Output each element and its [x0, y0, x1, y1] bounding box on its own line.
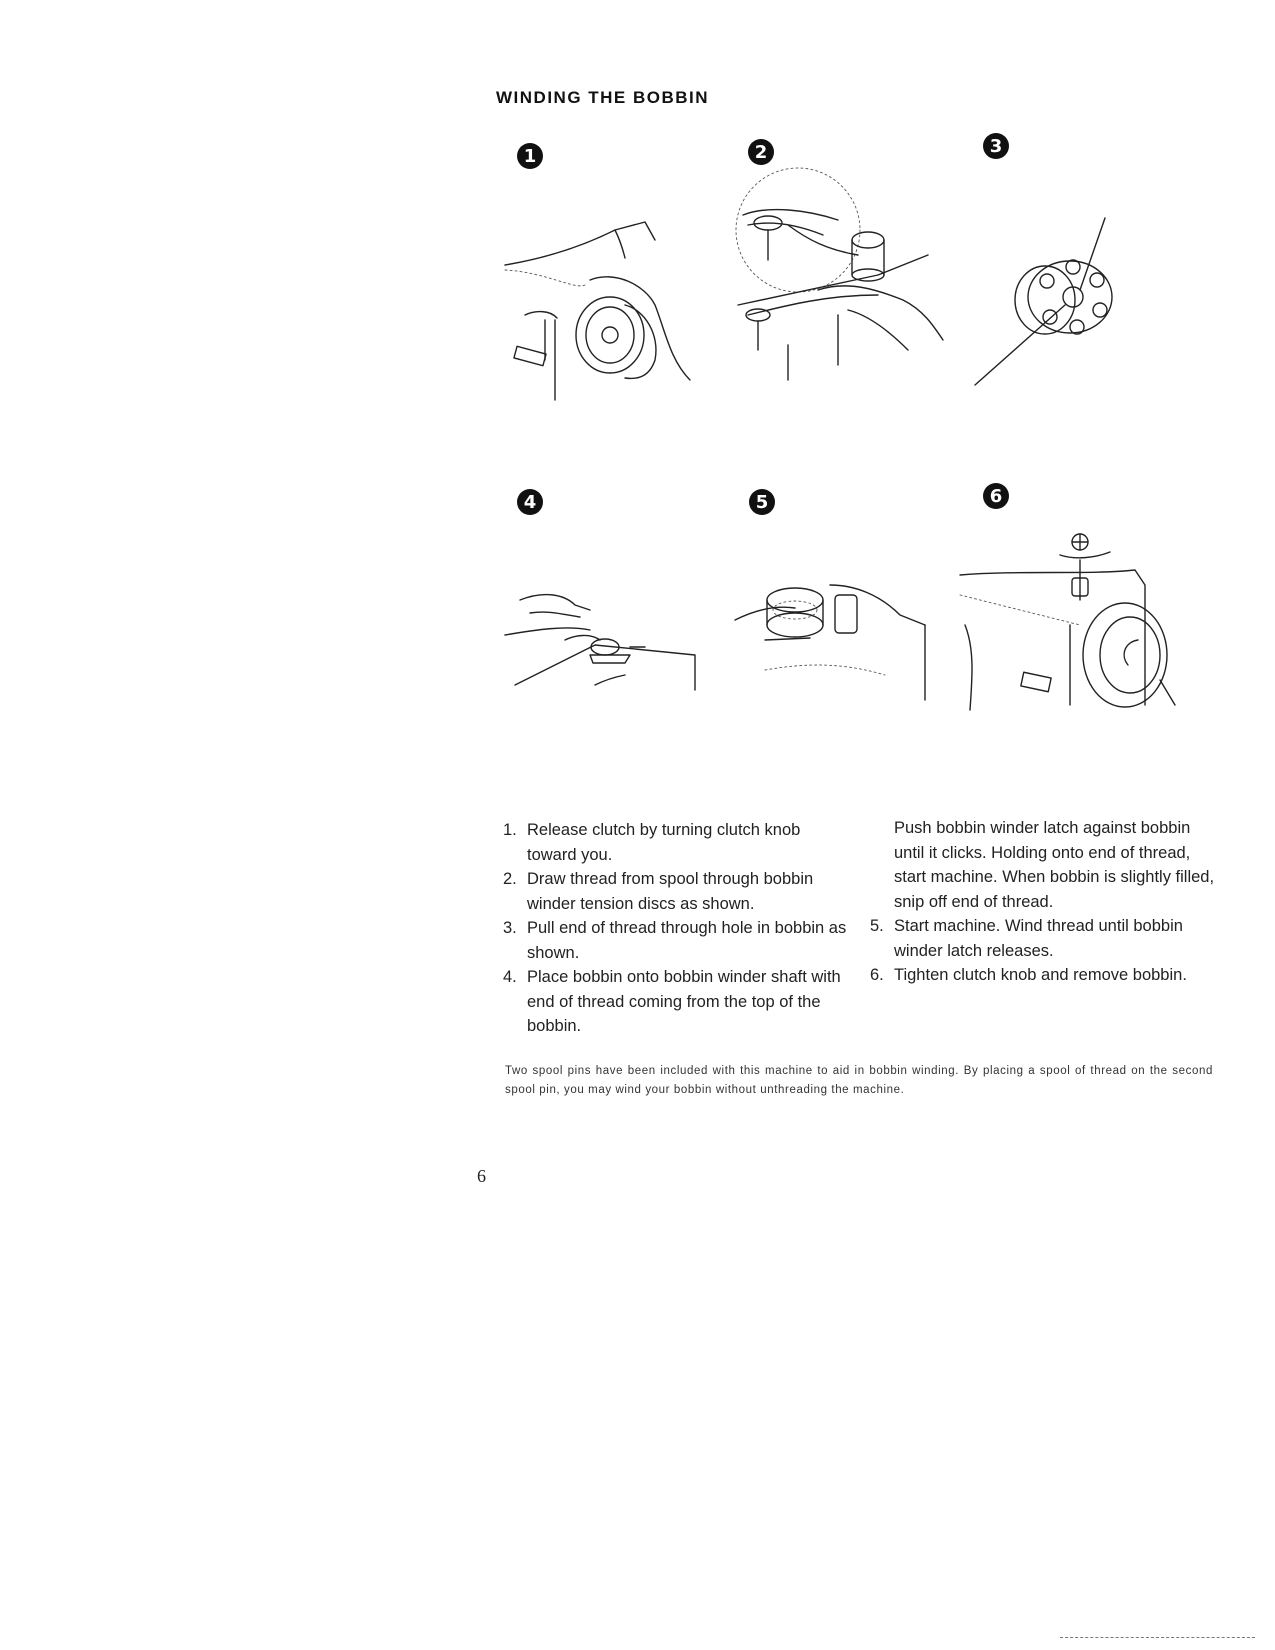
step-badge-2: 2 [748, 139, 774, 165]
list-item [503, 916, 853, 965]
step-badge-5: 5 [749, 489, 775, 515]
instructions-left-column [503, 818, 853, 1039]
step-number: 2. [503, 870, 517, 888]
step-text: Release clutch by turning clutch knob toward you. [527, 821, 801, 864]
step-text: Start machine. Wind thread until bobbin winder latch releases. [894, 917, 1183, 960]
list-item [503, 965, 853, 1039]
page-title: WINDING THE BOBBIN [496, 88, 710, 107]
tension-discs-illustration [728, 165, 958, 385]
step-number: 3. [503, 919, 517, 937]
spool-pin-note: Two spool pins have been included with this machine to aid in bobbin winding. By placing a spool of thread on the second spool pin, you may wind your bobbin without unthreading the machine. [505, 1065, 1213, 1096]
bobbin-winding-illustration [735, 580, 945, 710]
step-number: 4. [503, 968, 517, 986]
list-item [870, 914, 1215, 963]
step-number: 6. [870, 966, 884, 984]
step-badge-6: 6 [983, 483, 1009, 509]
step-text: Tighten clutch knob and remove bobbin. [894, 966, 1187, 984]
step-number: 5. [870, 917, 884, 935]
step-text: Draw thread from spool through bobbin winder tension discs as shown. [527, 870, 814, 913]
instructions-right-column [870, 816, 1215, 988]
bobbin-winder-shaft-illustration [505, 585, 715, 705]
clutch-knob-illustration [495, 210, 720, 410]
step-badge-4: 4 [517, 489, 543, 515]
list-item [870, 963, 1215, 988]
step-badge-3: 3 [983, 133, 1009, 159]
step-badge-1: 1 [517, 143, 543, 169]
scan-artifact-line [1060, 1637, 1255, 1638]
list-item [503, 867, 853, 916]
page-number: 6 [477, 1166, 486, 1186]
bobbin-hole-illustration [985, 215, 1125, 395]
step-text: Pull end of thread through hole in bobbin as shown. [527, 919, 847, 962]
list-item [503, 818, 853, 867]
clutch-knob-tighten-illustration [960, 530, 1185, 725]
step-text: Place bobbin onto bobbin winder shaft with end of thread coming from the top of the bobbin. [527, 968, 841, 1035]
step-continuation: Push bobbin winder latch against bobbin until it clicks. Holding onto end of thread, start machine. When bobbin is slightly filled, snip off end of thread. [894, 819, 1215, 911]
step-number: 1. [503, 821, 517, 839]
